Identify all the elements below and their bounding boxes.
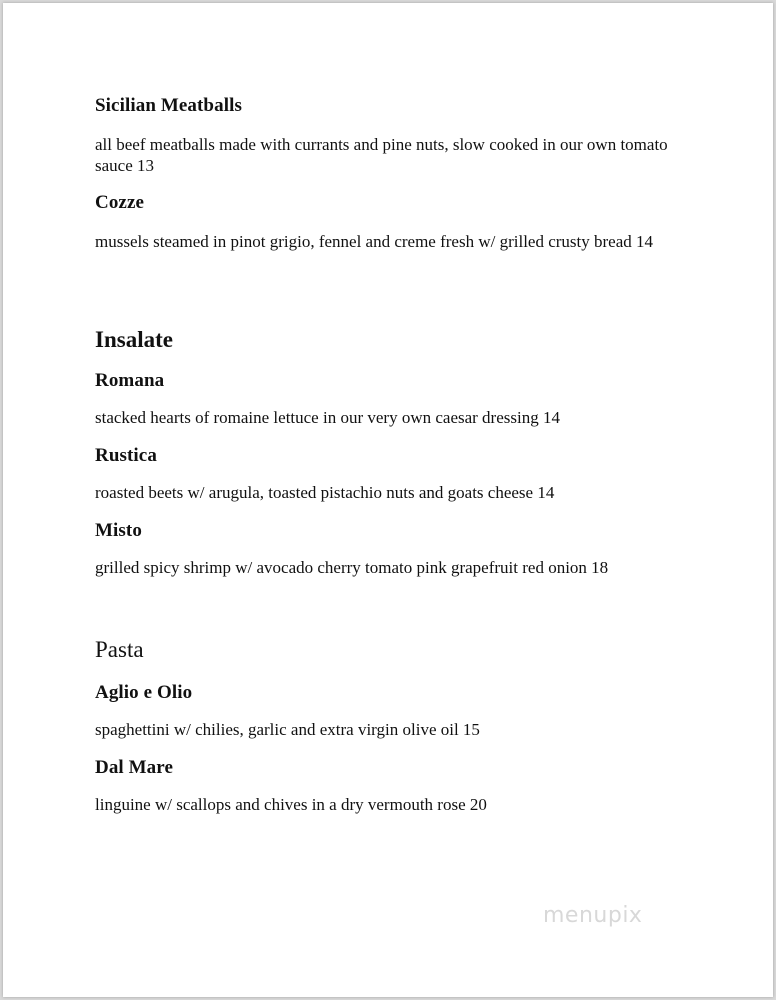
item-name-dal-mare: Dal Mare: [95, 757, 174, 778]
item-name-sicilian-meatballs: Sicilian Meatballs: [95, 95, 242, 116]
item-description-rustica: roasted beets w/ arugula, toasted pistachio nuts and goats cheese 14: [95, 483, 555, 502]
item-name-misto: Misto: [95, 520, 142, 541]
item-description-aglio-e-olio: spaghettini w/ chilies, garlic and extra virgin olive oil 15: [95, 720, 480, 739]
menupix-watermark: menupix: [543, 903, 643, 928]
item-description-sicilian-meatballs: all beef meatballs made with currants and pine nuts, slow cooked in our own tomato sauce 13: [95, 135, 668, 175]
menu-page: [3, 3, 773, 997]
item-name-cozze: Cozze: [95, 192, 145, 213]
item-name-rustica: Rustica: [95, 445, 157, 466]
section-title-pasta: Pasta: [95, 637, 144, 662]
item-description-dal-mare: linguine w/ scallops and chives in a dry vermouth rose 20: [95, 795, 487, 814]
item-name-aglio-e-olio: Aglio e Olio: [95, 682, 193, 703]
item-description-misto: grilled spicy shrimp w/ avocado cherry tomato pink grapefruit red onion 18: [95, 558, 609, 577]
item-description-cozze: mussels steamed in pinot grigio, fennel and creme fresh w/ grilled crusty bread 14: [95, 232, 654, 251]
item-description-romana: stacked hearts of romaine lettuce in our very own caesar dressing 14: [95, 408, 560, 427]
section-title-insalate: Insalate: [95, 327, 173, 352]
item-name-romana: Romana: [95, 370, 165, 391]
